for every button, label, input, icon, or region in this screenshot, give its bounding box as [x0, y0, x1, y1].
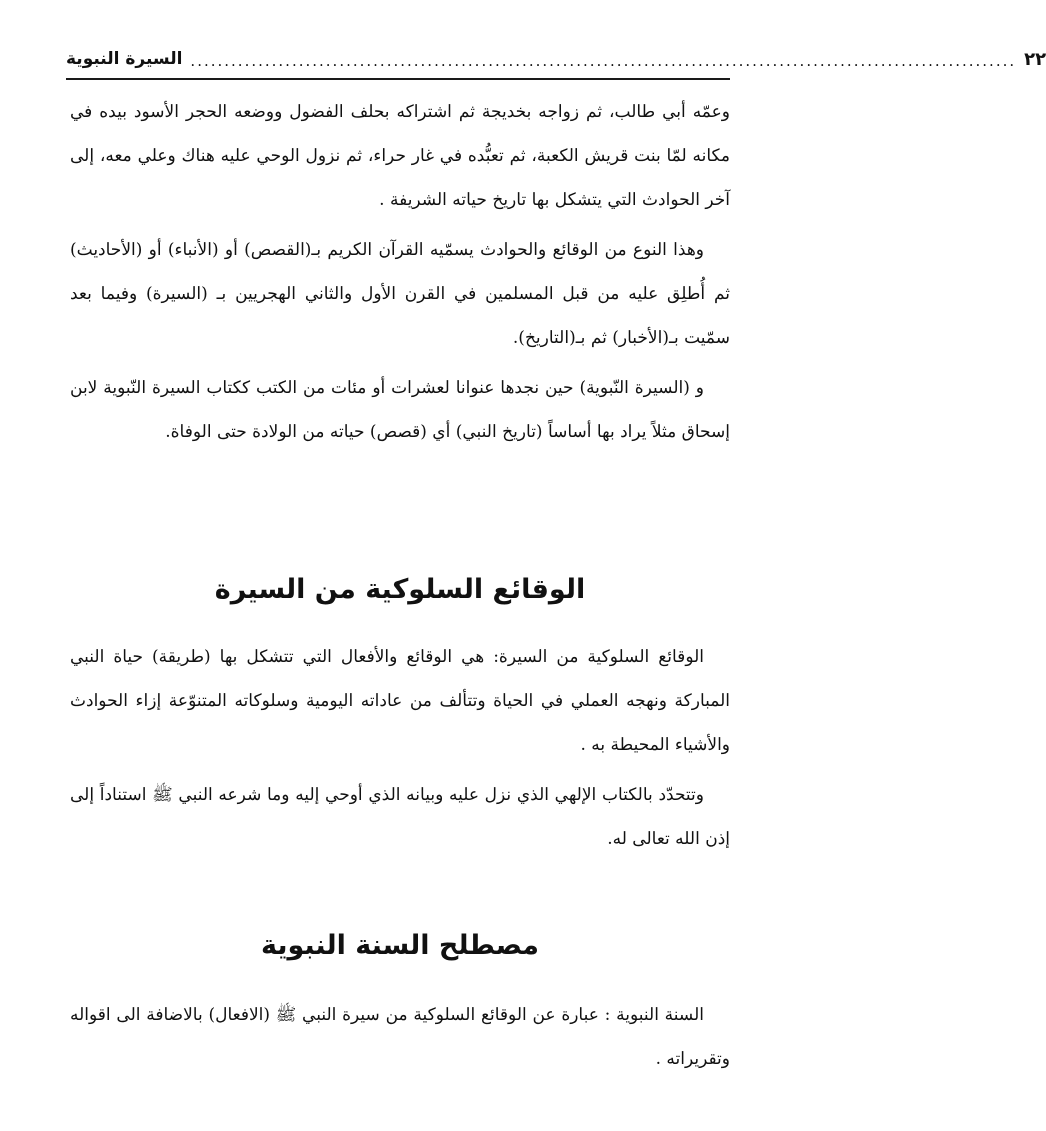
- running-title: السيرة النبوية: [66, 49, 183, 69]
- leader-dots: ..........................................................................................................................: [190, 51, 1017, 70]
- section-heading-sunnah-term: مصطلح السنة النبوية: [260, 930, 540, 961]
- paragraph-behavioral-definition: الوقائع السلوكية من السيرة: هي الوقائع والأفعال التي تتشكل بها (طريقة) حياة النبي المباركة ونهجه العملي في الحياة وتتألف من عاداته اليومية وسلوكاته المتنوّعة إزاء الحوادث والأشياء المحيطة به .: [70, 647, 730, 755]
- running-header: [66, 40, 1046, 80]
- paragraph-sunnah-definition: السنة النبوية : عبارة عن الوقائع السلوكية من سيرة النبي ﷺ (الافعال) بالاضافة الى اقواله وتقريراته .: [70, 1005, 730, 1069]
- paragraph-sira-events-continued: وعمّه أبي طالب، ثم زواجه بخديجة ثم اشتراكه بحلف الفضول ووضعه الحجر الأسود بيده في مكانه لمّا بنت قريش الكعبة، ثم تعبُّده في غار حراء، ثم نزول الوحي عليه هناك وعلي معه، إلى آخر الحوادث التي يتشكل بها تاريخ حياته الشريفة .: [70, 102, 730, 210]
- paragraph-sira-books: و (السيرة النّبوية) حين نجدها عنوانا لعشرات أو مئات من الكتب ككتاب السيرة النّبوية لابن إسحاق مثلاً يراد بها أساساً (تاريخ النبي) أي (قصص) حياته من الولادة حتى الوفاة.: [70, 378, 730, 442]
- section-heading-behavioral-events: الوقائع السلوكية من السيرة: [214, 574, 586, 605]
- page-number: ٢٢: [1024, 48, 1046, 70]
- paragraph-behavioral-sources: وتتحدّد بالكتاب الإلهي الذي نزل عليه وبيانه الذي أوحي إليه وما شرعه النبي ﷺ استناداً إلى إذن الله تعالى له.: [70, 785, 730, 849]
- paragraph-naming-of-events: وهذا النوع من الوقائع والحوادث يسمّيه القرآن الكريم بـ(القصص) أو (الأنباء) أو (الأحاديث) ثم أُطلِق عليه من قبل المسلمين في القرن الأول والثاني الهجريين بـ (السيرة) وفيما بعد سمّيت بـ(الأخبار) ثم بـ(التاريخ).: [70, 240, 730, 348]
